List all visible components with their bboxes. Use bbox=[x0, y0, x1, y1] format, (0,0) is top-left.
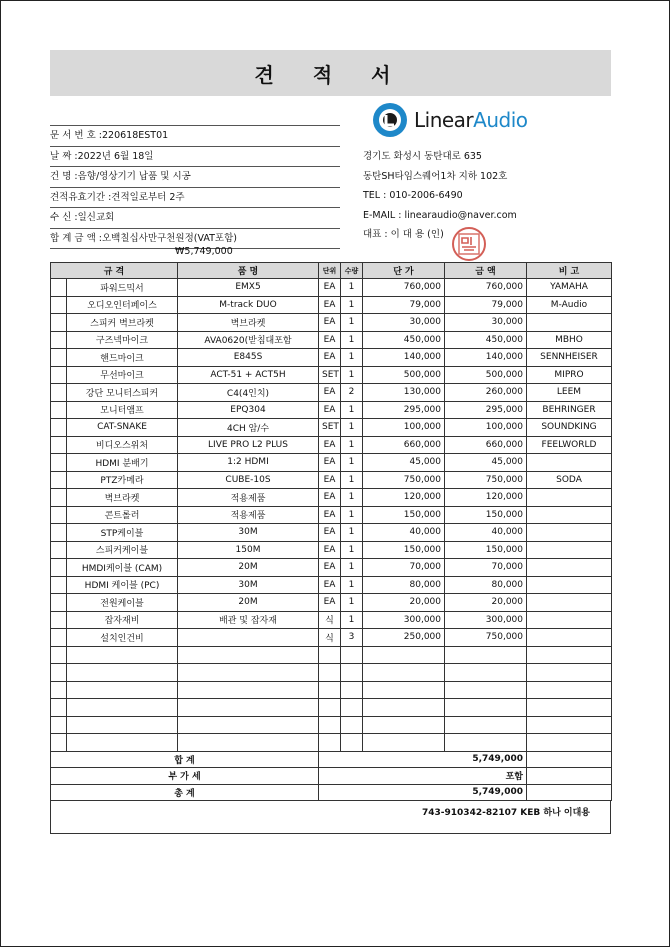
table-row bbox=[51, 716, 612, 734]
table-cell bbox=[527, 594, 612, 612]
info-value: 견적일로부터 2주 bbox=[111, 191, 185, 203]
table-cell: 모니터앰프 bbox=[67, 401, 178, 419]
table-cell: EA bbox=[319, 576, 341, 594]
table-cell: 1 bbox=[341, 366, 363, 384]
table-cell: 1 bbox=[341, 594, 363, 612]
table-cell: 295,000 bbox=[363, 401, 445, 419]
table-cell: 70,000 bbox=[445, 559, 527, 577]
table-cell: 1 bbox=[341, 279, 363, 297]
row-index-cell bbox=[51, 611, 67, 629]
table-row bbox=[51, 524, 612, 542]
table-cell: 식 bbox=[319, 629, 341, 647]
table-cell: BEHRINGER bbox=[527, 401, 612, 419]
table-row bbox=[51, 331, 612, 349]
row-index-cell bbox=[51, 629, 67, 647]
info-value: 음향/영상기기 납품 및 시공 bbox=[77, 171, 191, 182]
table-cell bbox=[341, 699, 363, 717]
table-cell: 스피커케이블 bbox=[67, 541, 178, 559]
quote-items-table bbox=[50, 262, 612, 801]
table-cell: 구즈넥마이크 bbox=[67, 331, 178, 349]
row-index-cell bbox=[51, 489, 67, 507]
table-cell: 450,000 bbox=[445, 331, 527, 349]
bank-account: 743-910342-82107 KEB 하나 이대용 bbox=[422, 808, 590, 818]
row-index-cell bbox=[51, 734, 67, 752]
table-cell: STP케이블 bbox=[67, 524, 178, 542]
table-cell: 30M bbox=[178, 576, 319, 594]
table-cell: 140,000 bbox=[363, 349, 445, 367]
table-row bbox=[51, 541, 612, 559]
table-cell: SENNHEISER bbox=[527, 349, 612, 367]
summary-value: 5,749,000 bbox=[319, 751, 527, 768]
table-cell bbox=[527, 699, 612, 717]
table-cell: 300,000 bbox=[445, 611, 527, 629]
table-cell: 150,000 bbox=[445, 506, 527, 524]
table-cell bbox=[527, 681, 612, 699]
table-cell: 500,000 bbox=[445, 366, 527, 384]
table-cell: HDMI 분배기 bbox=[67, 454, 178, 472]
row-index-cell bbox=[51, 576, 67, 594]
table-cell: EA bbox=[319, 489, 341, 507]
table-row bbox=[51, 454, 612, 472]
row-index-cell bbox=[51, 524, 67, 542]
table-cell: SOUNDKING bbox=[527, 419, 612, 437]
table-cell: 150,000 bbox=[445, 541, 527, 559]
table-cell: LEEM bbox=[527, 384, 612, 402]
row-index-cell bbox=[51, 331, 67, 349]
table-cell: 660,000 bbox=[363, 436, 445, 454]
company-address-2: 동탄SH타임스퀘어1차 지하 102호 bbox=[363, 170, 508, 182]
table-cell: MIPRO bbox=[527, 366, 612, 384]
table-cell: CAT-SNAKE bbox=[67, 419, 178, 437]
table-cell: 260,000 bbox=[445, 384, 527, 402]
table-row bbox=[51, 506, 612, 524]
table-cell: 30M bbox=[178, 524, 319, 542]
table-cell: 벽브라켓 bbox=[67, 489, 178, 507]
table-cell: EMX5 bbox=[178, 279, 319, 297]
info-label: 문 서 번 호 : bbox=[50, 130, 102, 141]
table-cell: 1 bbox=[341, 349, 363, 367]
logo-text-linear: Linear bbox=[414, 108, 474, 132]
table-cell: AVA0620(받침대포함 bbox=[178, 331, 319, 349]
company-info bbox=[363, 147, 517, 245]
table-cell: CUBE-10S bbox=[178, 471, 319, 489]
table-cell bbox=[363, 664, 445, 682]
info-label: 합 계 금 액 : bbox=[50, 232, 102, 244]
table-cell: 20M bbox=[178, 594, 319, 612]
table-cell: HMDI케이블 (CAM) bbox=[67, 559, 178, 577]
table-row bbox=[51, 734, 612, 752]
summary-row bbox=[51, 768, 612, 785]
table-cell: 핸드마이크 bbox=[67, 349, 178, 367]
table-cell: 오디오인터페이스 bbox=[67, 296, 178, 314]
table-row bbox=[51, 559, 612, 577]
company-seal-stamp bbox=[451, 226, 487, 262]
table-cell: 비디오스위처 bbox=[67, 436, 178, 454]
table-cell: SET bbox=[319, 366, 341, 384]
table-cell: 1 bbox=[341, 611, 363, 629]
row-index-cell bbox=[51, 384, 67, 402]
info-row bbox=[50, 125, 340, 146]
table-cell bbox=[527, 646, 612, 664]
table-cell: 20M bbox=[178, 559, 319, 577]
table-cell: 40,000 bbox=[445, 524, 527, 542]
info-row bbox=[50, 207, 340, 228]
table-cell: PTZ카메라 bbox=[67, 471, 178, 489]
row-index-cell bbox=[51, 471, 67, 489]
table-cell: 300,000 bbox=[363, 611, 445, 629]
table-cell: 250,000 bbox=[363, 629, 445, 647]
table-cell: EA bbox=[319, 384, 341, 402]
table-cell: EA bbox=[319, 454, 341, 472]
table-cell: EA bbox=[319, 559, 341, 577]
table-cell: 760,000 bbox=[363, 279, 445, 297]
table-cell bbox=[527, 629, 612, 647]
table-cell: 배관 및 잡자재 bbox=[178, 611, 319, 629]
table-cell: SET bbox=[319, 419, 341, 437]
table-cell: 79,000 bbox=[445, 296, 527, 314]
info-label: 건 명 : bbox=[50, 171, 78, 182]
table-cell: 750,000 bbox=[363, 471, 445, 489]
header-qty: 수량 bbox=[341, 263, 363, 279]
summary-remarks-cell bbox=[527, 768, 612, 785]
table-cell: 1 bbox=[341, 296, 363, 314]
summary-label: 합 계 bbox=[51, 751, 319, 768]
table-cell: EA bbox=[319, 436, 341, 454]
row-index-cell bbox=[51, 366, 67, 384]
row-index-cell bbox=[51, 664, 67, 682]
row-index-cell bbox=[51, 594, 67, 612]
table-cell: 설치인건비 bbox=[67, 629, 178, 647]
table-cell: 1 bbox=[341, 314, 363, 332]
company-email: E-MAIL : linearaudio@naver.com bbox=[363, 209, 517, 221]
table-row bbox=[51, 681, 612, 699]
table-cell bbox=[445, 699, 527, 717]
table-cell: 1 bbox=[341, 454, 363, 472]
row-index-cell bbox=[51, 279, 67, 297]
table-cell: EA bbox=[319, 349, 341, 367]
table-cell: EA bbox=[319, 331, 341, 349]
table-cell: EA bbox=[319, 506, 341, 524]
table-cell bbox=[527, 611, 612, 629]
table-cell bbox=[341, 646, 363, 664]
table-cell: EA bbox=[319, 471, 341, 489]
company-tel: TEL : 010-2006-6490 bbox=[363, 190, 463, 201]
table-cell bbox=[67, 681, 178, 699]
summary-remarks-cell bbox=[527, 784, 612, 801]
table-cell bbox=[319, 681, 341, 699]
table-cell: 1 bbox=[341, 524, 363, 542]
row-index-cell bbox=[51, 296, 67, 314]
logo-icon bbox=[372, 102, 408, 138]
table-cell: EA bbox=[319, 314, 341, 332]
table-cell: 450,000 bbox=[363, 331, 445, 349]
table-cell: 식 bbox=[319, 611, 341, 629]
table-row bbox=[51, 664, 612, 682]
table-row bbox=[51, 279, 612, 297]
row-index-cell bbox=[51, 436, 67, 454]
row-index-cell bbox=[51, 454, 67, 472]
table-cell: 전원케이블 bbox=[67, 594, 178, 612]
table-cell bbox=[527, 576, 612, 594]
table-cell bbox=[445, 716, 527, 734]
info-label: 날 짜 : bbox=[50, 150, 78, 162]
table-cell: 30,000 bbox=[445, 314, 527, 332]
table-header-row bbox=[51, 263, 612, 279]
table-row bbox=[51, 436, 612, 454]
table-row bbox=[51, 594, 612, 612]
table-cell: 760,000 bbox=[445, 279, 527, 297]
table-cell bbox=[527, 559, 612, 577]
table-cell: 750,000 bbox=[445, 629, 527, 647]
table-cell: 무선마이크 bbox=[67, 366, 178, 384]
table-cell: EPQ304 bbox=[178, 401, 319, 419]
table-cell: 500,000 bbox=[363, 366, 445, 384]
table-cell bbox=[363, 646, 445, 664]
document-title: 견 적 서 bbox=[50, 50, 611, 96]
table-cell: M-track DUO bbox=[178, 296, 319, 314]
row-index-cell bbox=[51, 419, 67, 437]
table-cell bbox=[341, 664, 363, 682]
table-cell bbox=[363, 699, 445, 717]
table-cell bbox=[527, 716, 612, 734]
table-row bbox=[51, 296, 612, 314]
table-cell: 150,000 bbox=[363, 506, 445, 524]
table-cell: 150,000 bbox=[363, 541, 445, 559]
table-cell: EA bbox=[319, 524, 341, 542]
summary-value: 5,749,000 bbox=[319, 784, 527, 801]
table-cell bbox=[319, 699, 341, 717]
table-cell bbox=[178, 664, 319, 682]
table-cell: YAMAHA bbox=[527, 279, 612, 297]
row-index-cell bbox=[51, 699, 67, 717]
table-cell bbox=[527, 524, 612, 542]
row-index-cell bbox=[51, 716, 67, 734]
table-cell bbox=[527, 454, 612, 472]
table-cell bbox=[67, 699, 178, 717]
table-cell: 100,000 bbox=[363, 419, 445, 437]
table-cell: FEELWORLD bbox=[527, 436, 612, 454]
summary-row bbox=[51, 751, 612, 768]
table-cell: 750,000 bbox=[445, 471, 527, 489]
table-cell bbox=[67, 646, 178, 664]
table-cell bbox=[178, 681, 319, 699]
header-unit-price: 단 가 bbox=[363, 263, 445, 279]
table-cell: 120,000 bbox=[445, 489, 527, 507]
company-logo bbox=[372, 100, 572, 140]
table-row bbox=[51, 366, 612, 384]
table-cell: 1:2 HDMI bbox=[178, 454, 319, 472]
table-cell: 적용제품 bbox=[178, 489, 319, 507]
table-cell: HDMI 케이블 (PC) bbox=[67, 576, 178, 594]
header-spec: 규 격 bbox=[51, 263, 178, 279]
table-row bbox=[51, 646, 612, 664]
row-index-cell bbox=[51, 314, 67, 332]
table-cell: 강단 모니터스피커 bbox=[67, 384, 178, 402]
table-row bbox=[51, 576, 612, 594]
row-index-cell bbox=[51, 559, 67, 577]
table-cell: EA bbox=[319, 279, 341, 297]
info-row bbox=[50, 146, 340, 167]
info-label: 견적유효기간 : bbox=[50, 191, 112, 203]
table-cell: EA bbox=[319, 296, 341, 314]
table-cell: ACT-51 + ACT5H bbox=[178, 366, 319, 384]
table-cell bbox=[363, 681, 445, 699]
table-cell bbox=[527, 489, 612, 507]
table-cell bbox=[341, 716, 363, 734]
table-cell: 40,000 bbox=[363, 524, 445, 542]
table-cell: E845S bbox=[178, 349, 319, 367]
table-cell bbox=[341, 681, 363, 699]
table-cell bbox=[527, 734, 612, 752]
table-cell: 20,000 bbox=[363, 594, 445, 612]
table-cell: 30,000 bbox=[363, 314, 445, 332]
table-cell: 1 bbox=[341, 559, 363, 577]
table-cell bbox=[178, 716, 319, 734]
table-cell: 1 bbox=[341, 576, 363, 594]
table-cell: MBHO bbox=[527, 331, 612, 349]
table-cell bbox=[363, 716, 445, 734]
table-cell bbox=[527, 664, 612, 682]
table-cell bbox=[341, 734, 363, 752]
table-cell: 295,000 bbox=[445, 401, 527, 419]
table-row bbox=[51, 401, 612, 419]
table-cell bbox=[445, 681, 527, 699]
row-index-cell bbox=[51, 646, 67, 664]
table-cell: 1 bbox=[341, 489, 363, 507]
info-value: 일신교회 bbox=[77, 212, 115, 223]
info-value: 220618EST01 bbox=[102, 130, 169, 141]
table-cell bbox=[319, 734, 341, 752]
table-row bbox=[51, 699, 612, 717]
table-cell: 1 bbox=[341, 541, 363, 559]
summary-label: 부 가 세 bbox=[51, 768, 319, 785]
table-cell bbox=[445, 734, 527, 752]
table-cell: 80,000 bbox=[363, 576, 445, 594]
bank-account-box bbox=[50, 801, 611, 834]
table-row bbox=[51, 349, 612, 367]
header-remarks: 비 고 bbox=[527, 263, 612, 279]
table-cell: EA bbox=[319, 594, 341, 612]
row-index-cell bbox=[51, 401, 67, 419]
table-cell bbox=[527, 506, 612, 524]
table-cell: 스피커 벽브라켓 bbox=[67, 314, 178, 332]
summary-value: 포함 bbox=[319, 768, 527, 785]
info-label: 수 신 : bbox=[50, 212, 78, 223]
table-cell: 130,000 bbox=[363, 384, 445, 402]
quote-info bbox=[50, 125, 340, 249]
table-cell: M-Audio bbox=[527, 296, 612, 314]
table-cell: 잡자재비 bbox=[67, 611, 178, 629]
table-cell: LIVE PRO L2 PLUS bbox=[178, 436, 319, 454]
table-row bbox=[51, 471, 612, 489]
table-cell: 1 bbox=[341, 471, 363, 489]
table-cell: C4(4인치) bbox=[178, 384, 319, 402]
table-cell: 45,000 bbox=[445, 454, 527, 472]
table-cell: 콘트롤러 bbox=[67, 506, 178, 524]
table-cell: 1 bbox=[341, 401, 363, 419]
table-cell: 1 bbox=[341, 436, 363, 454]
table-cell: EA bbox=[319, 401, 341, 419]
table-cell: 1 bbox=[341, 331, 363, 349]
table-cell: EA bbox=[319, 541, 341, 559]
header-unit: 단위 bbox=[319, 263, 341, 279]
table-cell bbox=[67, 716, 178, 734]
table-row bbox=[51, 611, 612, 629]
table-cell bbox=[67, 734, 178, 752]
table-cell: 70,000 bbox=[363, 559, 445, 577]
table-row bbox=[51, 629, 612, 647]
table-cell bbox=[178, 699, 319, 717]
summary-remarks-cell bbox=[527, 751, 612, 768]
table-cell bbox=[527, 541, 612, 559]
company-address-1: 경기도 화성시 동탄대로 635 bbox=[363, 151, 482, 162]
table-cell: 3 bbox=[341, 629, 363, 647]
logo-text-audio: Audio bbox=[473, 108, 528, 132]
row-index-cell bbox=[51, 349, 67, 367]
table-cell: 20,000 bbox=[445, 594, 527, 612]
table-cell bbox=[319, 716, 341, 734]
table-cell bbox=[178, 629, 319, 647]
info-value: 2022년 6월 18일 bbox=[77, 150, 154, 162]
table-cell bbox=[319, 664, 341, 682]
row-index-cell bbox=[51, 681, 67, 699]
summary-row bbox=[51, 784, 612, 801]
table-row bbox=[51, 314, 612, 332]
info-row bbox=[50, 166, 340, 187]
table-cell: 80,000 bbox=[445, 576, 527, 594]
total-amount: ₩5,749,000 bbox=[175, 246, 233, 257]
row-index-cell bbox=[51, 506, 67, 524]
table-cell bbox=[363, 734, 445, 752]
table-cell bbox=[178, 646, 319, 664]
table-cell bbox=[527, 314, 612, 332]
table-row bbox=[51, 384, 612, 402]
table-cell bbox=[445, 646, 527, 664]
row-index-cell bbox=[51, 541, 67, 559]
table-cell bbox=[178, 734, 319, 752]
info-value: 오백칠십사만구천원정(VAT포함) bbox=[102, 232, 237, 244]
header-item-name: 품 명 bbox=[178, 263, 319, 279]
table-cell: 2 bbox=[341, 384, 363, 402]
company-ceo: 대표 : 이 대 용 (인) bbox=[363, 229, 444, 240]
table-cell bbox=[67, 664, 178, 682]
table-cell: 1 bbox=[341, 419, 363, 437]
table-cell: 적용제품 bbox=[178, 506, 319, 524]
table-cell: 120,000 bbox=[363, 489, 445, 507]
table-cell: 45,000 bbox=[363, 454, 445, 472]
table-cell: 150M bbox=[178, 541, 319, 559]
table-cell: 79,000 bbox=[363, 296, 445, 314]
table-cell: 벽브라켓 bbox=[178, 314, 319, 332]
table-cell bbox=[319, 646, 341, 664]
table-cell: 파워드믹서 bbox=[67, 279, 178, 297]
table-row bbox=[51, 419, 612, 437]
info-row bbox=[50, 187, 340, 208]
table-cell: 1 bbox=[341, 506, 363, 524]
table-cell: 660,000 bbox=[445, 436, 527, 454]
table-cell: SODA bbox=[527, 471, 612, 489]
table-cell: 140,000 bbox=[445, 349, 527, 367]
header-amount: 금 액 bbox=[445, 263, 527, 279]
table-cell: 100,000 bbox=[445, 419, 527, 437]
table-row bbox=[51, 489, 612, 507]
summary-label: 총 계 bbox=[51, 784, 319, 801]
table-cell bbox=[445, 664, 527, 682]
table-cell: 4CH 암/수 bbox=[178, 419, 319, 437]
